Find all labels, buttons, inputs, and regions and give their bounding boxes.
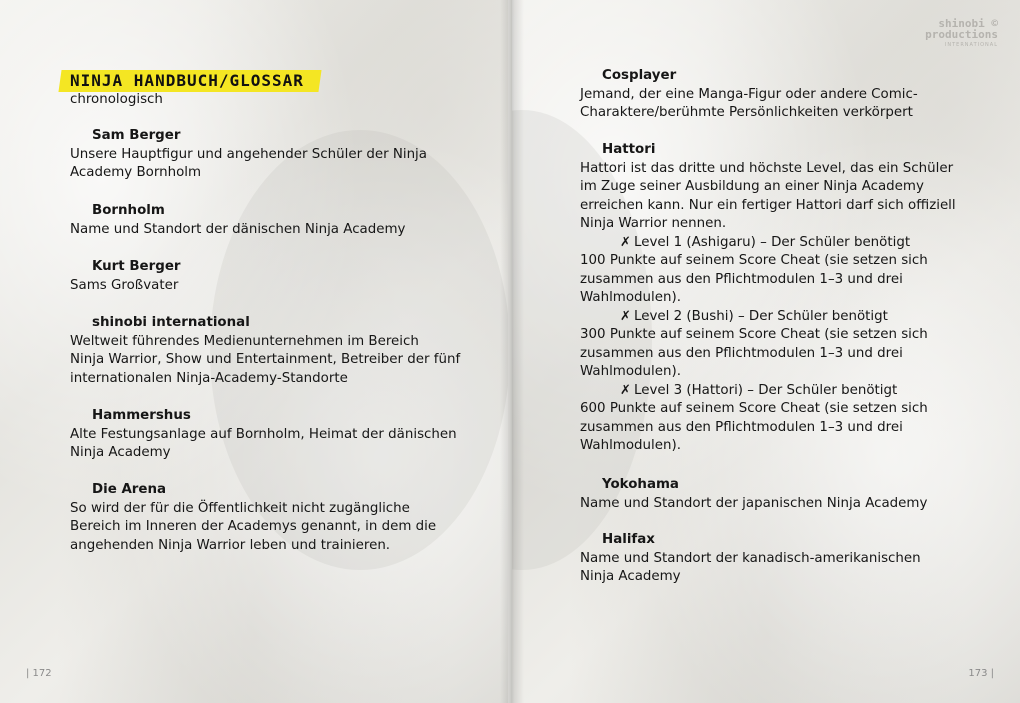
glossary-entry	[70, 202, 490, 239]
level-item: ✗ Level 3 (Hattori) – Der Schüler benötigt 600 Punkte auf seinem Score Cheat (sie setzen sich zusammen aus den Pflichtmodulen 1–3 und drei Wahlmodulen).	[580, 382, 928, 453]
glossary-definition: So wird der für die Öffentlichkeit nicht zugängliche Bereich im Inneren der Academys genannt, in dem die angehenden Ninja Warrior leben und trainieren.	[70, 500, 437, 553]
glossary-entry	[70, 127, 490, 183]
page-number: | 172	[26, 668, 52, 679]
glossary-term: Cosplayer	[602, 68, 677, 83]
shuriken-icon: ✗	[620, 234, 631, 250]
glossary-definition: Name und Standort der japanischen Ninja Academy	[580, 495, 928, 511]
right-page	[512, 0, 1020, 703]
glossary-term: Bornholm	[92, 203, 165, 218]
glossary-term: Die Arena	[92, 482, 167, 497]
glossary-definition: Hattori ist das dritte und höchste Level, das ein Schüler im Zuge seiner Ausbildung an einer Ninja Academy erreichen kann. Nur ein fertiger Hattori darf sich offiziell Ninja Warrior nennen.	[580, 160, 956, 231]
glossary-definition: Jemand, der eine Manga-Figur oder andere Comic- Charaktere/berühmte Persönlichkeiten verkörpert	[580, 86, 918, 120]
glossary-term: Sam Berger	[92, 128, 181, 143]
glossary-term: Hammershus	[92, 408, 191, 423]
glossary-definition: Unsere Hauptfigur und angehender Schüler der Ninja Academy Bornholm	[70, 146, 427, 180]
glossary-term: Halifax	[602, 532, 655, 547]
glossary-entry	[580, 531, 1000, 587]
glossary-definition: Weltweit führendes Medienunternehmen im Bereich Ninja Warrior, Show und Entertainment, Betreiber der fünf internationalen Ninja-Academy-Standorte	[70, 333, 461, 386]
glossary-entry	[70, 258, 490, 295]
level-item: ✗ Level 1 (Ashigaru) – Der Schüler benötigt 100 Punkte auf seinem Score Cheat (sie setzen sich zusammen aus den Pflichtmodulen 1–3 und drei Wahlmodulen).	[580, 234, 928, 305]
glossary-definition: Name und Standort der kanadisch-amerikanischen Ninja Academy	[580, 550, 921, 584]
glossary-entry	[70, 314, 490, 388]
glossary-term: Yokohama	[602, 477, 679, 492]
shuriken-icon: ✗	[620, 308, 631, 324]
glossary-term: Hattori	[602, 142, 656, 157]
glossary-entry	[580, 141, 1000, 456]
glossary-definition: Sams Großvater	[70, 277, 179, 293]
glossary-entry	[580, 67, 1000, 123]
glossary-entry	[70, 407, 490, 463]
glossary-entry	[580, 476, 1000, 513]
page-subtitle: chronologisch	[70, 92, 163, 107]
page-number: 173 |	[968, 668, 994, 679]
glossary-term: shinobi international	[92, 315, 250, 330]
page-title: NINJA HANDBUCH/GLOSSAR	[58, 70, 321, 92]
glossary-definition: Alte Festungsanlage auf Bornholm, Heimat der dänischen Ninja Academy	[70, 426, 457, 460]
left-page	[0, 0, 508, 703]
level-item: ✗ Level 2 (Bushi) – Der Schüler benötigt 300 Punkte auf seinem Score Cheat (sie setzen sich zusammen aus den Pflichtmodulen 1–3 und drei Wahlmodulen).	[580, 308, 928, 379]
shinobi-productions-logo: shinobi © productions INTERNATIONAL	[925, 17, 998, 48]
shuriken-icon: ✗	[620, 382, 631, 398]
glossary-definition: Name und Standort der dänischen Ninja Academy	[70, 221, 406, 237]
book-gutter	[500, 0, 524, 703]
glossary-term: Kurt Berger	[92, 259, 181, 274]
glossary-entry	[70, 481, 490, 555]
